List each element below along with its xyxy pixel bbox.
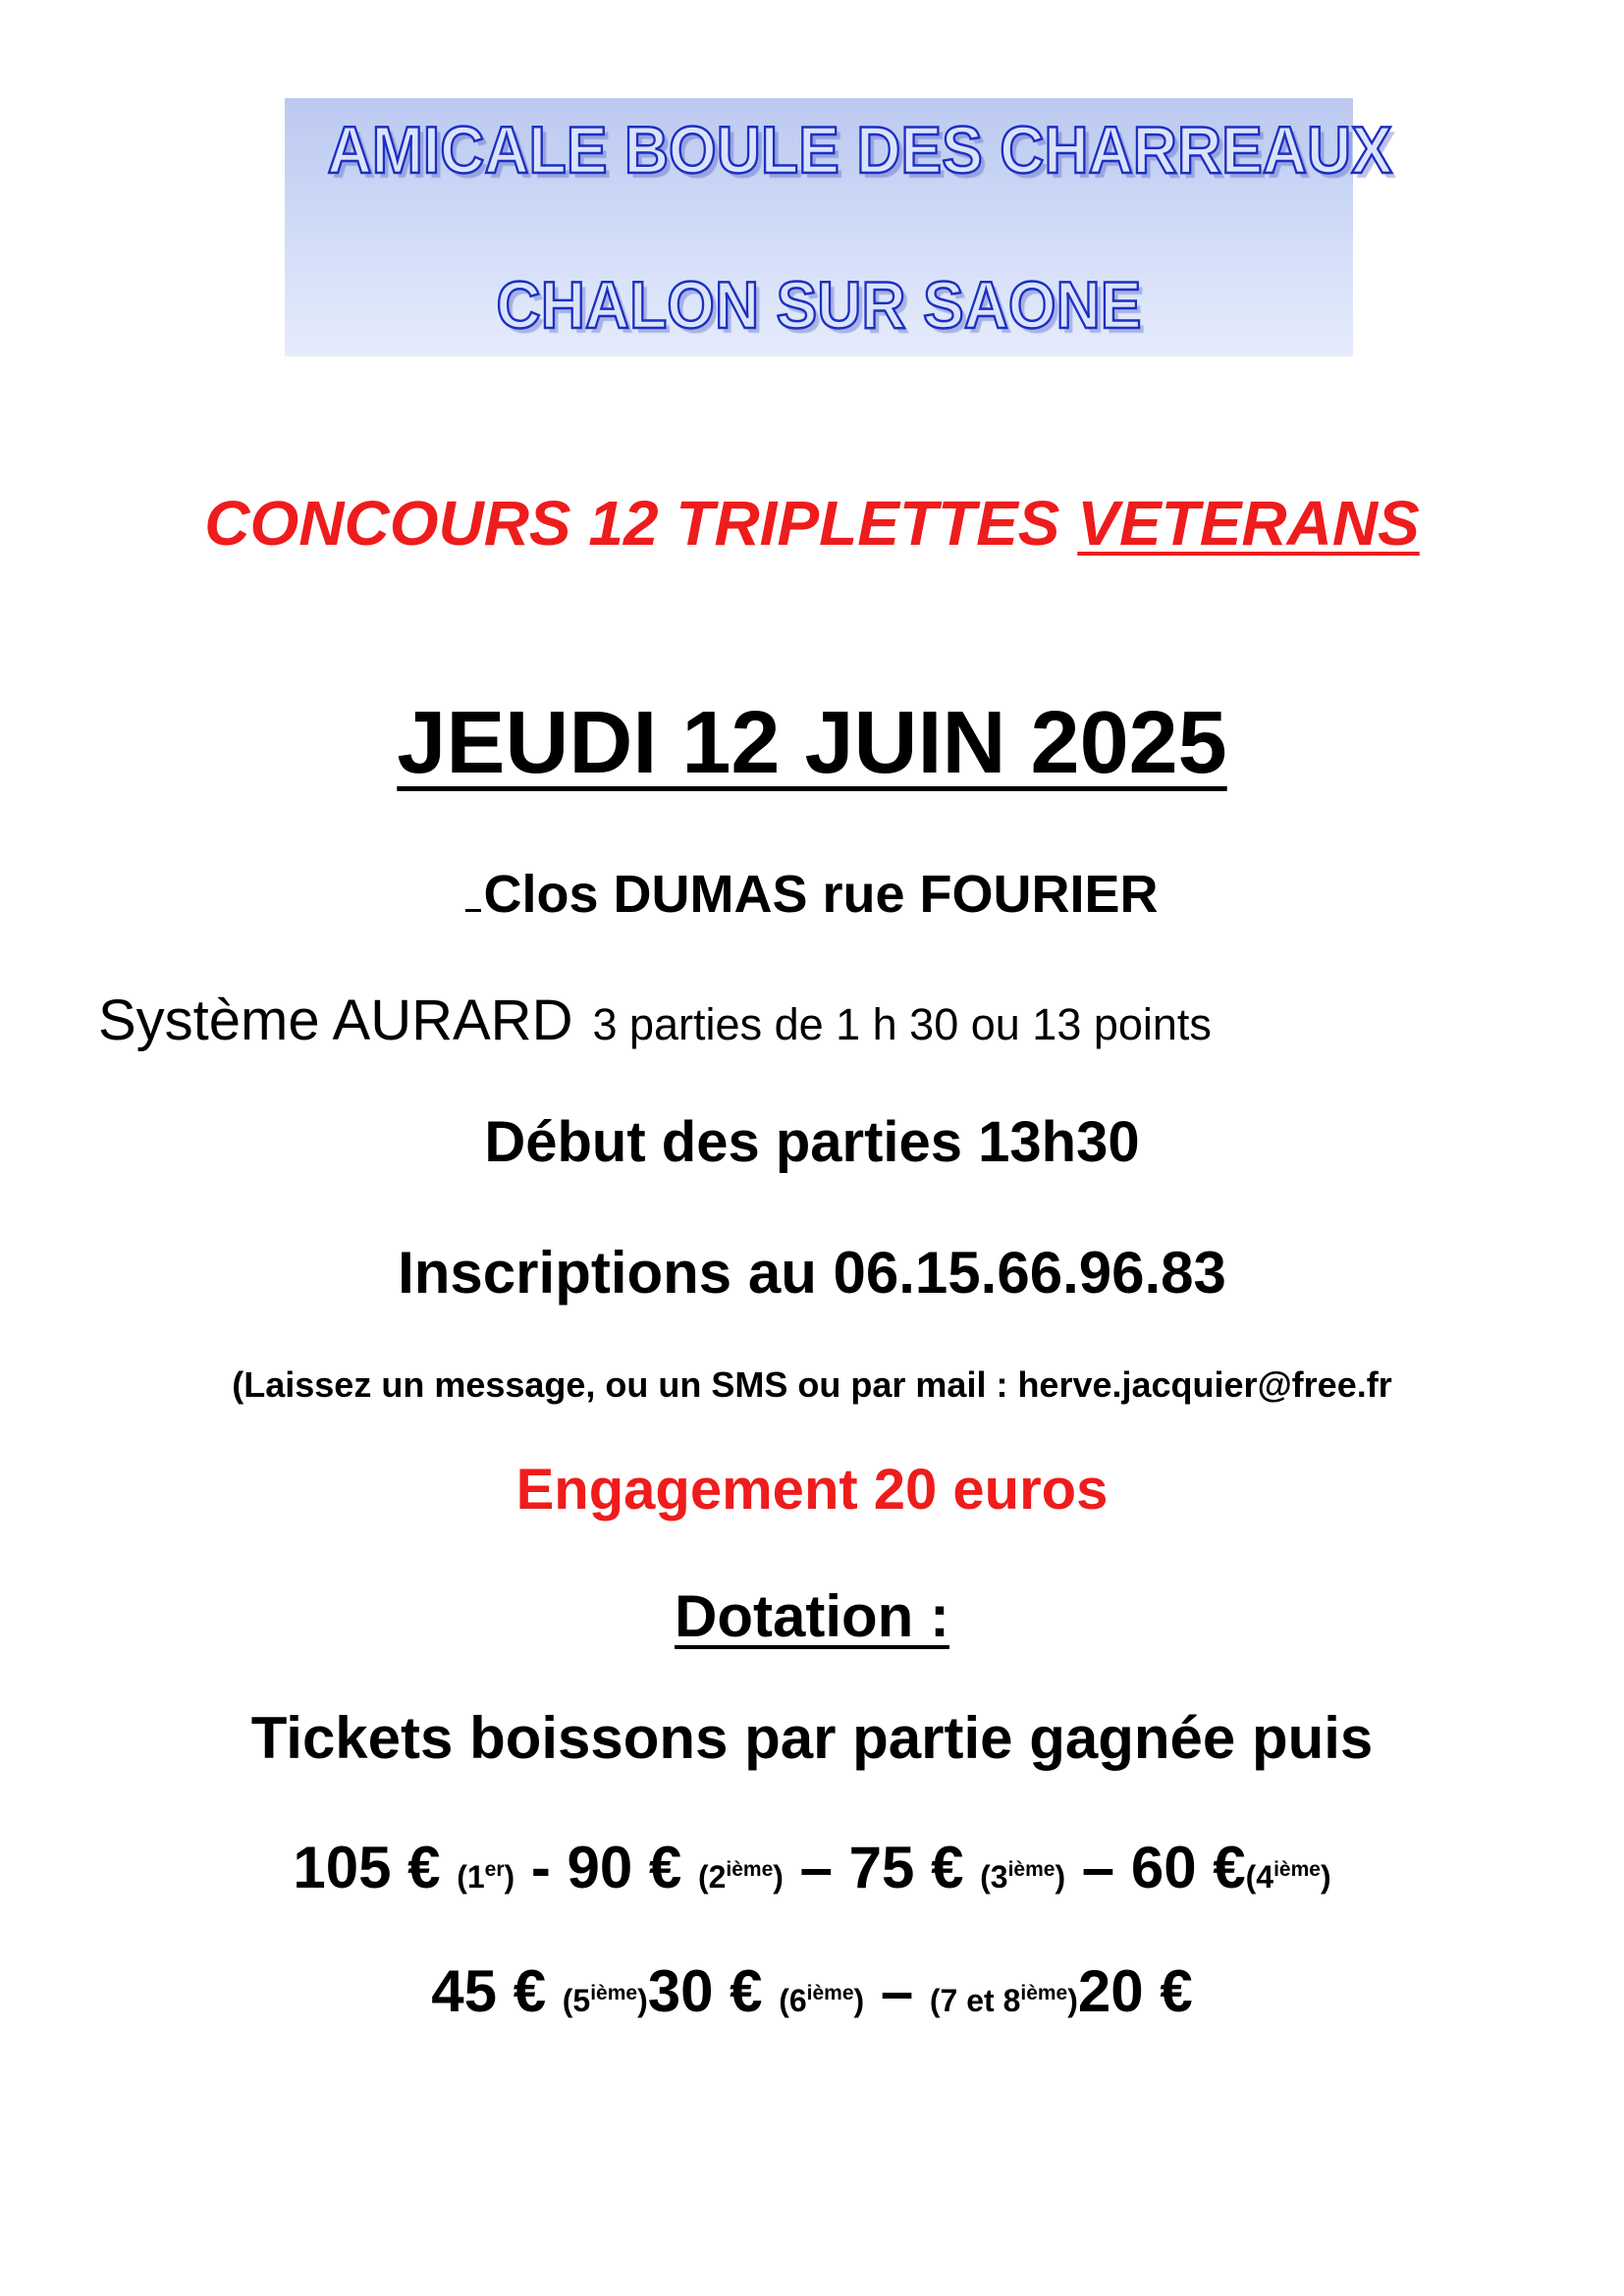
prize-separator: – — [799, 1835, 833, 1900]
club-city: CHALON SUR SAONE — [496, 268, 1142, 343]
prize-rank-5: (5ième) — [562, 1982, 648, 2018]
club-name: AMICALE BOULE DES CHARREAUX — [327, 113, 1392, 187]
prize-amount-7-8: 20 € — [1077, 1958, 1193, 2024]
prize-separator: – — [880, 1958, 914, 2024]
prize-amount-1: 105 € — [293, 1835, 441, 1900]
event-date: JEUDI 12 JUIN 2025 — [397, 694, 1227, 792]
system-label: Système AURARD — [98, 988, 573, 1052]
prize-rank-1: (1er) — [457, 1858, 515, 1895]
game-system — [98, 988, 1212, 1053]
prize-amount-3: 75 € — [848, 1835, 964, 1900]
prize-separator: – — [1081, 1835, 1115, 1900]
prize-rank-6: (6ième) — [779, 1982, 865, 2018]
prize-row-2 — [0, 1957, 1624, 2025]
prize-amount-5: 45 € — [431, 1958, 547, 2024]
prize-rank-3: (3ième) — [980, 1858, 1066, 1895]
event-location — [0, 864, 1624, 925]
prize-rank-7-8: (7 et 8ième) — [929, 1982, 1078, 2018]
prize-amount-2: 90 € — [567, 1835, 682, 1900]
location-text: Clos DUMAS rue FOURIER — [483, 865, 1159, 924]
location-underscore-mark — [465, 870, 481, 912]
club-banner — [285, 98, 1392, 356]
competition-title — [0, 487, 1624, 560]
system-detail: 3 parties de 1 h 30 ou 13 points — [592, 999, 1212, 1049]
prize-row-1 — [0, 1834, 1624, 1901]
drink-tickets-note: Tickets boissons par partie gagnée puis — [250, 1705, 1374, 1771]
start-time: Début des parties 13h30 — [484, 1110, 1140, 1174]
competition-category: VETERANS — [1077, 488, 1420, 559]
competition-title-main: CONCOURS 12 TRIPLETTES — [204, 488, 1078, 559]
prize-rank-2: (2ième) — [697, 1858, 784, 1895]
entry-fee: Engagement 20 euros — [515, 1458, 1109, 1522]
prize-amount-4: 60 € — [1130, 1835, 1246, 1900]
prizes-heading: Dotation : — [675, 1583, 949, 1649]
contact-info: (Laissez un message, ou un SMS ou par mail : herve.jacquier@free.fr — [232, 1364, 1392, 1405]
prize-rank-4: (4ième) — [1245, 1858, 1331, 1895]
registration-phone: Inscriptions au 06.15.66.96.83 — [398, 1240, 1226, 1306]
prize-separator: - — [530, 1835, 551, 1900]
prize-amount-6: 30 € — [647, 1958, 763, 2024]
